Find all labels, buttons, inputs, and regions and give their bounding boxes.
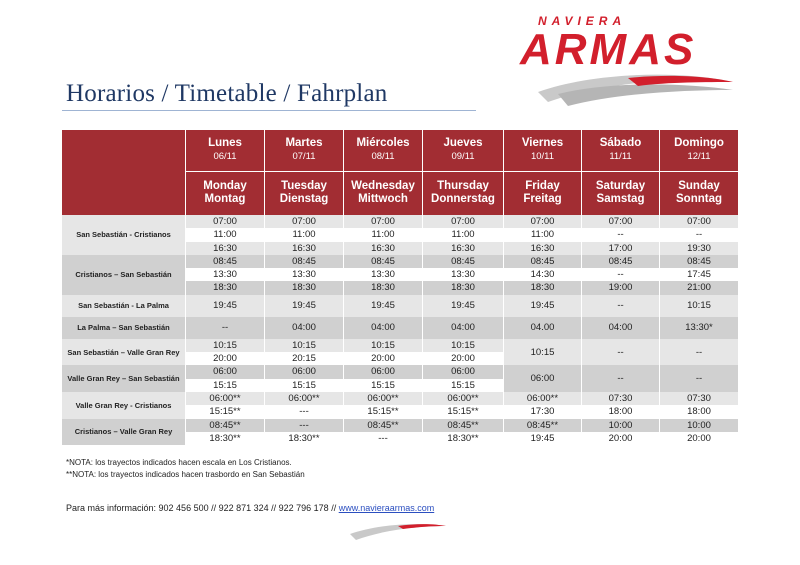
departure-time: 10:15	[687, 300, 711, 312]
departure-time: 04:00	[451, 322, 475, 334]
day-header-translation: Sunday Sonntag	[660, 171, 739, 215]
departure-time: 08:45**	[344, 419, 422, 432]
departure-time: 11:00	[504, 228, 581, 241]
departure-time: --	[617, 373, 624, 385]
departure-time: 18:30**	[423, 432, 503, 445]
header-row-es	[62, 130, 739, 171]
departure-times	[504, 419, 582, 446]
departure-time: 04:00	[371, 322, 395, 334]
day-header-translation: Tuesday Dienstag	[265, 171, 344, 215]
day-header: Domingo 12/11	[660, 130, 739, 171]
departure-time: 20:00	[660, 432, 738, 445]
departure-time: 07:30	[660, 392, 738, 405]
departure-time: 15:15	[265, 379, 343, 392]
departure-time: 20:00	[423, 352, 503, 365]
departure-times	[186, 339, 265, 366]
departure-times	[660, 295, 739, 317]
departure-time: --	[660, 228, 738, 241]
departure-time: --	[695, 346, 703, 358]
departure-time: 07:30	[582, 392, 659, 405]
departure-time: 15:15**	[344, 405, 422, 418]
departure-time: 08:45	[186, 255, 264, 268]
departure-time: 06:00**	[265, 392, 343, 405]
departure-time: 13:30	[423, 268, 503, 281]
header-corner	[62, 130, 186, 215]
title-underline	[62, 110, 476, 111]
departure-times	[660, 215, 739, 255]
departure-time: 06:00**	[504, 392, 581, 405]
contact-info	[66, 503, 434, 513]
route-row	[62, 295, 739, 317]
day-header-translation: Friday Freitag	[504, 171, 582, 215]
departure-time: 13:30	[344, 268, 422, 281]
departure-times	[504, 365, 582, 392]
departure-time: 14:30	[504, 268, 581, 281]
departure-times	[344, 215, 423, 255]
departure-time: 08:45**	[186, 419, 264, 432]
departure-times	[504, 215, 582, 255]
route-row	[62, 365, 739, 392]
naviera-armas-logo	[518, 12, 740, 112]
departure-time: 19:45	[451, 300, 475, 312]
route-name: Cristianos – Valle Gran Rey	[62, 419, 186, 446]
departure-times	[504, 339, 582, 366]
departure-times	[423, 215, 504, 255]
departure-time: 06:00**	[423, 392, 503, 405]
departure-time: 15:15**	[186, 405, 264, 418]
timetable	[61, 130, 739, 445]
departure-time: 19:00	[582, 281, 659, 294]
departure-times	[423, 295, 504, 317]
departure-time: --	[695, 373, 703, 385]
day-header-translation: Wednesday Mittwoch	[344, 171, 423, 215]
departure-time: 21:00	[660, 281, 738, 294]
departure-times	[265, 317, 344, 339]
departure-times	[504, 392, 582, 419]
departure-time: 10:00	[660, 419, 738, 432]
timetable-body	[62, 215, 739, 445]
departure-times	[265, 365, 344, 392]
departure-time: 11:00	[344, 228, 422, 241]
departure-time: 16:30	[186, 242, 264, 255]
departure-times	[582, 317, 660, 339]
departure-time: 07:00	[582, 215, 659, 228]
departure-times	[186, 392, 265, 419]
departure-time: 11:00	[186, 228, 264, 241]
logo-naviera-text: NAVIERA	[538, 14, 627, 28]
departure-time: 06:00	[423, 365, 503, 378]
departure-time: 16:30	[423, 242, 503, 255]
departure-times	[504, 295, 582, 317]
departure-times	[582, 295, 660, 317]
departure-time: 16:30	[265, 242, 343, 255]
departure-time: --	[582, 268, 659, 281]
departure-times	[660, 339, 739, 366]
departure-time: 18:00	[660, 405, 738, 418]
route-name: San Sebastián - Cristianos	[62, 215, 186, 255]
departure-time: 08:45	[504, 255, 581, 268]
departure-time: 18:30**	[186, 432, 264, 445]
footnote: *NOTA: los trayectos indicados hacen escala en Los Cristianos.	[66, 458, 292, 467]
departure-time: 20:00	[582, 432, 659, 445]
departure-time: 10:15	[186, 339, 264, 352]
departure-time: 15:15	[186, 379, 264, 392]
footnote: **NOTA: los trayectos indicados hacen trasbordo en San Sebastián	[66, 470, 305, 479]
departure-time: 19:45	[504, 432, 581, 445]
departure-times	[344, 392, 423, 419]
route-row	[62, 419, 739, 446]
departure-time: 19:45	[213, 300, 237, 312]
footnotes	[66, 457, 305, 481]
departure-time: 10:15	[344, 339, 422, 352]
departure-times	[265, 295, 344, 317]
departure-time: 08:45	[423, 255, 503, 268]
departure-times	[582, 392, 660, 419]
departure-time: 16:30	[504, 242, 581, 255]
departure-times	[660, 392, 739, 419]
departure-time: 07:00	[344, 215, 422, 228]
departure-times	[660, 255, 739, 295]
departure-times	[265, 419, 344, 446]
departure-time: 06:00	[265, 365, 343, 378]
day-header-translation: Thursday Donnerstag	[423, 171, 504, 215]
departure-time: 08:45	[344, 255, 422, 268]
footer-swoosh-icon	[348, 520, 448, 544]
departure-times	[344, 295, 423, 317]
departure-times	[344, 255, 423, 295]
departure-time: 19:45	[371, 300, 395, 312]
departure-times	[582, 339, 660, 366]
departure-time: 10:00	[582, 419, 659, 432]
departure-time: 04:00	[292, 322, 316, 334]
departure-time: 17:45	[660, 268, 738, 281]
departure-time: --	[221, 322, 229, 334]
departure-times	[423, 255, 504, 295]
departure-times	[423, 365, 504, 392]
departure-time: 17:30	[504, 405, 581, 418]
departure-time: 04.00	[530, 322, 555, 334]
departure-time: 08:45**	[423, 419, 503, 432]
departure-time: --	[617, 300, 624, 312]
departure-time: 08:45	[265, 255, 343, 268]
departure-time: 06:00**	[344, 392, 422, 405]
departure-time: 16:30	[344, 242, 422, 255]
departure-time: 13:30*	[685, 322, 713, 334]
departure-time: 15:15	[344, 379, 422, 392]
departure-time: 07:00	[660, 215, 738, 228]
departure-time: 18:30	[504, 281, 581, 294]
departure-times	[186, 419, 265, 446]
departure-times	[186, 215, 265, 255]
route-name: Valle Gran Rey – San Sebastián	[62, 365, 186, 392]
departure-time: ---	[344, 432, 422, 445]
departure-times	[344, 419, 423, 446]
departure-times	[504, 255, 582, 295]
departure-time: 19:45	[292, 300, 316, 312]
departure-time: 06:00	[186, 365, 264, 378]
route-row	[62, 392, 739, 419]
departure-time: --	[617, 346, 624, 358]
departure-times	[660, 365, 739, 392]
departure-times	[423, 419, 504, 446]
logo-armas-text: ARMAS	[520, 25, 697, 74]
departure-time: --	[582, 228, 659, 241]
departure-time: 06:00	[530, 373, 555, 385]
day-header: Lunes 06/11	[186, 130, 265, 171]
route-name: Cristianos – San Sebastián	[62, 255, 186, 295]
departure-time: 07:00	[423, 215, 503, 228]
departure-time: 18:30	[344, 281, 422, 294]
route-name: San Sebastián - La Palma	[62, 295, 186, 317]
departure-times	[660, 419, 739, 446]
day-header: Viernes 10/11	[504, 130, 582, 171]
departure-time: 08:45**	[504, 419, 581, 432]
departure-times	[582, 419, 660, 446]
page-title: Horarios / Timetable / Fahrplan	[66, 80, 388, 107]
departure-time: 11:00	[423, 228, 503, 241]
route-row	[62, 255, 739, 295]
departure-time: 18:30**	[265, 432, 343, 445]
departure-time: ---	[265, 405, 343, 418]
departure-times	[660, 317, 739, 339]
departure-time: 15:15	[423, 379, 503, 392]
day-header: Jueves 09/11	[423, 130, 504, 171]
departure-time: 17:00	[582, 242, 659, 255]
departure-time: 18:30	[265, 281, 343, 294]
departure-time: 10:15	[265, 339, 343, 352]
departure-times	[504, 317, 582, 339]
departure-times	[423, 392, 504, 419]
day-header: Martes 07/11	[265, 130, 344, 171]
departure-times	[344, 339, 423, 366]
route-name: Valle Gran Rey - Cristianos	[62, 392, 186, 419]
departure-time: 08:45	[660, 255, 738, 268]
departure-time: ---	[265, 419, 343, 432]
departure-time: 19:30	[660, 242, 738, 255]
departure-times	[582, 365, 660, 392]
departure-times	[582, 215, 660, 255]
departure-time: 20:00	[344, 352, 422, 365]
day-header: Miércoles 08/11	[344, 130, 423, 171]
day-header: Sábado 11/11	[582, 130, 660, 171]
departure-times	[265, 339, 344, 366]
website-link[interactable]: www.navieraarmas.com	[338, 503, 435, 513]
departure-time: 20:00	[186, 352, 264, 365]
departure-times	[423, 317, 504, 339]
departure-time: 19:45	[530, 300, 555, 312]
departure-time: 10:15	[423, 339, 503, 352]
departure-times	[423, 339, 504, 366]
departure-time: 06:00**	[186, 392, 264, 405]
departure-times	[344, 317, 423, 339]
departure-time: 18:30	[423, 281, 503, 294]
route-row	[62, 339, 739, 366]
departure-time: 13:30	[265, 268, 343, 281]
departure-time: 11:00	[265, 228, 343, 241]
departure-times	[265, 215, 344, 255]
day-header-translation: Saturday Samstag	[582, 171, 660, 215]
departure-time: 06:00	[344, 365, 422, 378]
departure-time: 04:00	[608, 322, 633, 334]
departure-time: 10:15	[530, 346, 555, 358]
departure-time: 07:00	[186, 215, 264, 228]
day-header-translation: Monday Montag	[186, 171, 265, 215]
departure-time: 15:15**	[423, 405, 503, 418]
departure-times	[186, 295, 265, 317]
departure-time: 07:00	[504, 215, 581, 228]
departure-time: 20:15	[265, 352, 343, 365]
route-row	[62, 317, 739, 339]
departure-time: 08:45	[582, 255, 659, 268]
departure-times	[344, 365, 423, 392]
route-row	[62, 215, 739, 255]
contact-phones: Para más información: 902 456 500 // 922 871 324 // 922 796 178 //	[66, 503, 339, 513]
departure-times	[582, 255, 660, 295]
departure-times	[265, 392, 344, 419]
departure-time: 18:30	[186, 281, 264, 294]
departure-times	[265, 255, 344, 295]
departure-times	[186, 255, 265, 295]
departure-time: 13:30	[186, 268, 264, 281]
departure-times	[186, 317, 265, 339]
departure-time: 07:00	[265, 215, 343, 228]
route-name: La Palma – San Sebastián	[62, 317, 186, 339]
departure-times	[186, 365, 265, 392]
route-name: San Sebastián – Valle Gran Rey	[62, 339, 186, 366]
departure-time: 18:00	[582, 405, 659, 418]
